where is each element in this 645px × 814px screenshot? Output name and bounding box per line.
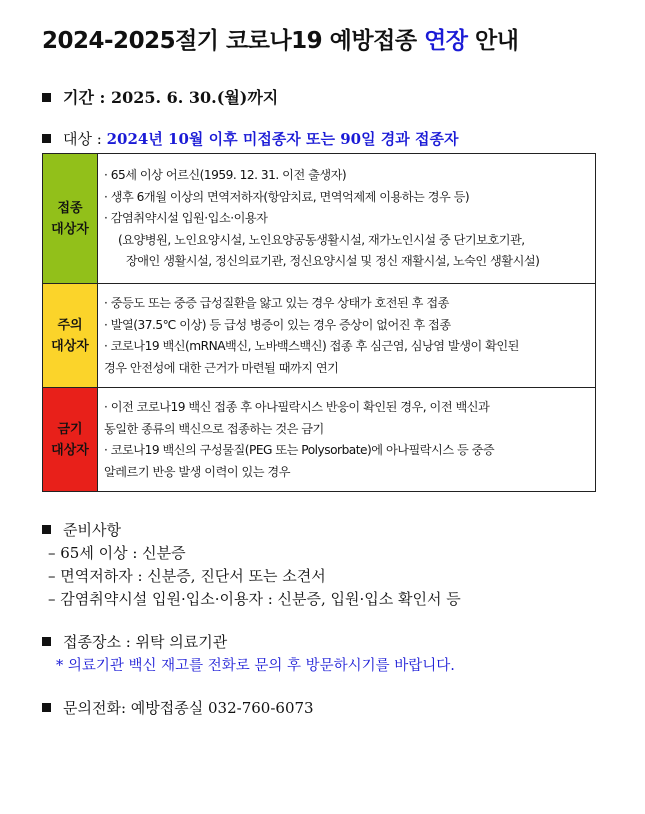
period-line [42,85,278,108]
table-row [43,154,596,284]
period-label: 기간 : [63,88,111,107]
category-cell: 접종 대상자 [43,154,98,284]
bullet-icon [42,637,51,646]
bullet-icon [42,93,51,102]
target-label: 대상 : [63,130,107,148]
table-row [43,388,596,492]
title-highlight: 연장 [424,28,468,54]
target-line [42,128,458,149]
bullet-icon [42,134,51,143]
table-row [43,284,596,388]
category-cell: 주의 대상자 [43,284,98,388]
category-cell: 금기 대상자 [43,388,98,492]
period-value: 2025. 6. 30.(월)까지 [110,88,279,107]
page-title: 2024-2025절기 코로나19 예방접종 연장 안내 [42,28,519,54]
description-cell: · 중등도 또는 중증 급성질환을 앓고 있는 경우 상태가 호전된 후 접종 · 발열(37.5℃ 이상) 등 급성 병증이 있는 경우 증상이 없어진 후 접종 · 코로나19 백신(mRNA백신, 노바백스백신) 접종 후 심근염, 심낭염 발생이 확인된 경우 안전성에 대한 근거가 마련될 때까지 연기 [98,284,596,388]
preparation-heading: 준비사항 [42,519,121,540]
target-value: 2024년 10월 이후 미접종자 또는 90일 경과 접종자 [106,130,459,148]
eligibility-table [42,153,596,492]
location-note: * 의료기관 백신 재고를 전화로 문의 후 방문하시기를 바랍니다. [56,658,455,674]
preparation-item: – 65세 이상 : 신분증 [48,544,186,562]
preparation-item: – 면역저하자 : 신분증, 진단서 또는 소견서 [48,567,326,585]
bullet-icon [42,525,51,534]
contact-line: 문의전화: 예방접종실 032-760-6073 [42,697,314,718]
description-cell: · 65세 이상 어르신(1959. 12. 31. 이전 출생자) · 생후 6개월 이상의 면역저하자(항암치료, 면역억제제 이용하는 경우 등) · 감염취약시설 입원·입소·이용자 (요양병원, 노인요양시설, 노인요양공동생활시설, 재가노인시설 중 단기보호기관, 장애인 생활시설, 정신의료기관, 정신요양시설 및 정신 재활시설, 노숙인 생활시설) [98,154,596,284]
location-line: 접종장소 : 위탁 의료기관 [42,631,227,652]
bullet-icon [42,703,51,712]
preparation-item: – 감염취약시설 입원·입소·이용자 : 신분증, 입원·입소 확인서 등 [48,590,461,608]
description-cell: · 이전 코로나19 백신 접종 후 아나필락시스 반응이 확인된 경우, 이전 백신과 동일한 종류의 백신으로 접종하는 것은 금기 · 코로나19 백신의 구성물질(PEG 또는 Polysorbate)에 아나필락시스 등 중증 알레르기 반응 발생 이력이 있는 경우 [98,388,596,492]
